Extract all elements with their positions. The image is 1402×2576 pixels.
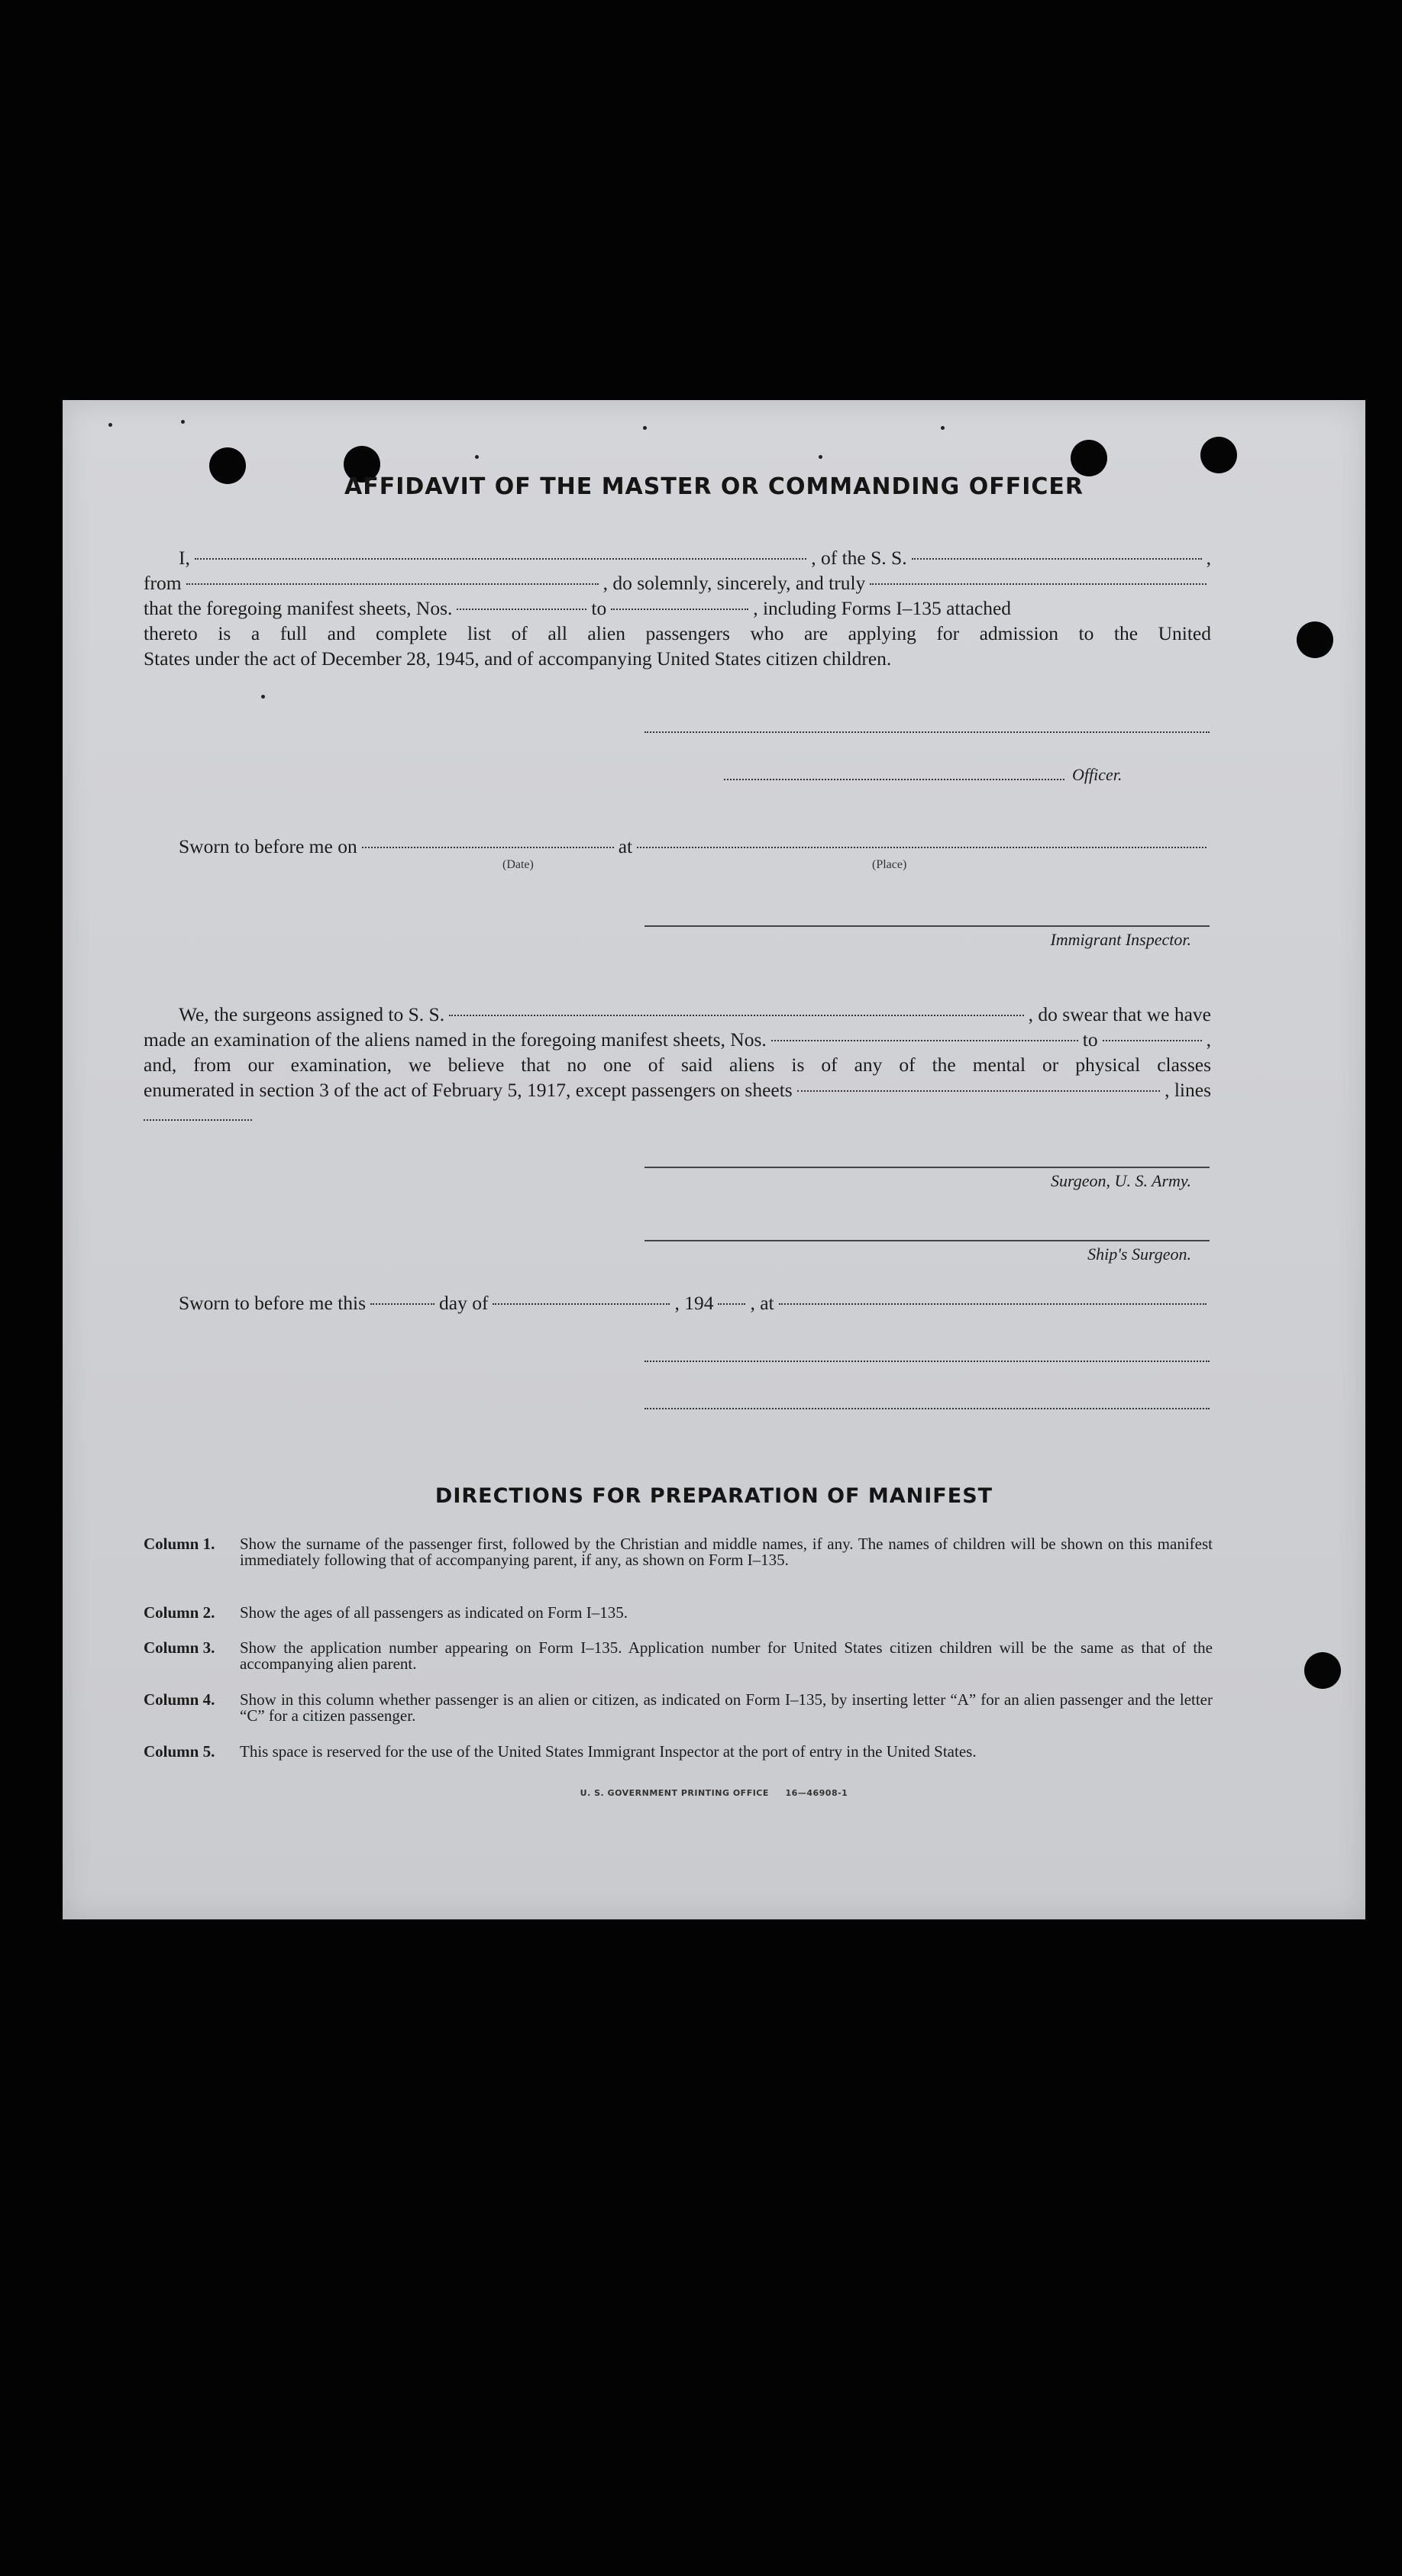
army-surgeon-label: Surgeon, U. S. Army. xyxy=(1051,1171,1191,1190)
inspector-signature-line[interactable] xyxy=(644,925,1210,927)
sworn-day-field[interactable] xyxy=(370,1303,434,1305)
text: Sworn to before me on xyxy=(179,835,357,857)
text: from xyxy=(144,572,182,594)
inspector-signature-line-2[interactable] xyxy=(644,1361,1210,1362)
affidavit-paragraph xyxy=(144,545,1211,671)
sheets-to-field[interactable] xyxy=(611,608,748,610)
affidavit-line-4: thereto is a full and complete list of all alien passengers who are applying for admission to the United xyxy=(144,622,1211,644)
affidavit-line-3 xyxy=(144,596,1211,621)
ship-name-field[interactable] xyxy=(912,558,1202,560)
direction-row-3 xyxy=(144,1640,1213,1672)
affidavit-line-5: States under the act of December 28, 1945, and of accompanying United States citizen children. xyxy=(144,647,892,670)
army-surgeon-signature-line[interactable] xyxy=(644,1167,1210,1168)
affidavit-title: AFFIDAVIT OF THE MASTER OR COMMANDING OFFICER xyxy=(344,473,1084,500)
text: , do swear that we have xyxy=(1028,1003,1211,1025)
inspector-label: Immigrant Inspector. xyxy=(1050,930,1191,949)
column-text: This space is reserved for the use of the United States Immigrant Inspector at the port of entry in the United States. xyxy=(240,1742,977,1761)
date-caption: (Date) xyxy=(502,858,534,871)
text: , lines xyxy=(1165,1079,1211,1101)
text: to xyxy=(591,597,607,619)
text: enumerated in section 3 of the act of February 5, 1917, except passengers on sheets xyxy=(144,1079,793,1101)
surgeons-line-4 xyxy=(144,1077,1211,1102)
text: that the foregoing manifest sheets, Nos. xyxy=(144,597,453,619)
text: , of the S. S. xyxy=(811,547,907,569)
master-name-field[interactable] xyxy=(195,558,806,560)
punch-hole xyxy=(1200,437,1237,473)
surgeon-sheets-to-field[interactable] xyxy=(1103,1040,1202,1041)
text: to xyxy=(1082,1028,1098,1051)
affidavit-line-2 xyxy=(144,570,1211,596)
sworn-location-field[interactable] xyxy=(779,1303,1207,1305)
text: We, the surgeons assigned to S. S. xyxy=(179,1003,445,1025)
surgeons-paragraph xyxy=(144,1002,1211,1102)
port-from-field[interactable] xyxy=(186,583,599,585)
ship-surgeon-label: Ship's Surgeon. xyxy=(1087,1244,1191,1264)
sworn-year-field[interactable] xyxy=(718,1303,745,1305)
text: , at xyxy=(750,1292,774,1314)
sworn-date-field[interactable] xyxy=(362,847,614,848)
affirmation-field[interactable] xyxy=(870,583,1207,585)
surgeon-sheets-from-field[interactable] xyxy=(771,1040,1078,1041)
text: I, xyxy=(179,547,190,569)
text: , xyxy=(1206,1028,1211,1051)
punch-hole xyxy=(1304,1652,1341,1689)
sworn-line-2 xyxy=(144,1290,1211,1315)
sworn-line-1 xyxy=(144,834,1211,859)
direction-row-5 xyxy=(144,1744,1213,1760)
column-text: Show the ages of all passengers as indicated on Form I–135. xyxy=(240,1603,628,1622)
text: , 194 xyxy=(674,1292,714,1314)
speck xyxy=(475,455,479,459)
direction-row-2 xyxy=(144,1605,1213,1621)
text: made an examination of the aliens named in the foregoing manifest sheets, Nos. xyxy=(144,1028,767,1051)
text: , xyxy=(1206,547,1211,569)
punch-hole xyxy=(1071,440,1107,476)
printing-office-footer: U. S. GOVERNMENT PRINTING OFFICE 16—46908-1 xyxy=(580,1788,848,1798)
sworn-place-field[interactable] xyxy=(637,847,1207,848)
column-label: Column 3. xyxy=(144,1638,215,1657)
place-caption: (Place) xyxy=(872,858,907,871)
speck xyxy=(108,423,112,427)
direction-row-4 xyxy=(144,1692,1213,1724)
excepted-sheets-field[interactable] xyxy=(797,1090,1160,1092)
surgeons-line-2 xyxy=(144,1027,1211,1052)
master-signature-line[interactable] xyxy=(644,731,1210,733)
text: , including Forms I–135 attached xyxy=(753,597,1012,619)
column-label: Column 4. xyxy=(144,1690,215,1709)
surgeons-line-3: and, from our examination, we believe that no one of said aliens is of any of the mental or physical classes xyxy=(144,1054,1211,1076)
column-label: Column 2. xyxy=(144,1603,215,1622)
speck xyxy=(819,455,822,459)
sheets-from-field[interactable] xyxy=(457,608,586,610)
sworn-row xyxy=(144,834,1211,859)
manifest-form-page xyxy=(63,400,1365,1919)
column-text: Show the surname of the passenger first, followed by the Christian and middle names, if any. The names of children will be shown on this manifest immediately following that of accompanying parent, if any, as shown on Form I–135. xyxy=(240,1535,1213,1569)
text: day of xyxy=(439,1292,489,1314)
inspector-title-line-2[interactable] xyxy=(644,1408,1210,1409)
column-text: Show the application number appearing on Form I–135. Application number for United States citizen children will be the same as that of the accompanying alien parent. xyxy=(240,1638,1213,1673)
punch-hole xyxy=(1297,621,1333,658)
column-text: Show in this column whether passenger is an alien or citizen, as indicated on Form I–135, by inserting letter “A” for an alien passenger and the letter “C” for a citizen passenger. xyxy=(240,1690,1213,1725)
speck xyxy=(261,695,265,699)
directions-title: DIRECTIONS FOR PREPARATION OF MANIFEST xyxy=(434,1484,993,1508)
speck xyxy=(941,426,945,430)
direction-row-1 xyxy=(144,1536,1213,1568)
excepted-lines-field[interactable] xyxy=(144,1119,252,1121)
ship-surgeon-signature-line[interactable] xyxy=(644,1240,1210,1241)
surgeons-line-1 xyxy=(144,1002,1211,1027)
speck xyxy=(643,426,647,430)
surgeon-ship-field[interactable] xyxy=(449,1015,1024,1016)
text: Sworn to before me this xyxy=(179,1292,367,1314)
text: at xyxy=(618,835,633,857)
affidavit-line-1 xyxy=(144,545,1211,570)
officer-signature-line[interactable] xyxy=(724,779,1064,780)
column-label: Column 5. xyxy=(144,1742,215,1761)
speck xyxy=(181,420,185,424)
officer-label: Officer. xyxy=(1072,765,1123,784)
text: , do solemnly, sincerely, and truly xyxy=(602,572,866,594)
sworn-row-2 xyxy=(144,1290,1211,1315)
column-label: Column 1. xyxy=(144,1535,215,1553)
sworn-month-field[interactable] xyxy=(493,1303,670,1305)
